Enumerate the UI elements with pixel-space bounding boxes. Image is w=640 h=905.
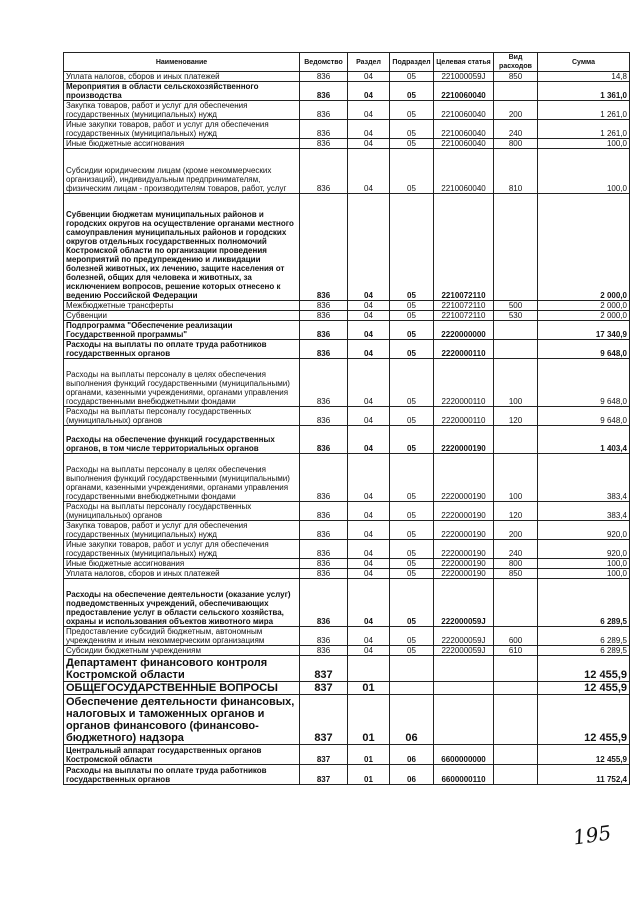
cell-vedomstvo: 836 <box>300 194 348 301</box>
cell-podrazdel: 05 <box>390 72 434 82</box>
cell-razdel: 01 <box>348 745 390 765</box>
header-sum: Сумма <box>538 53 630 72</box>
cell-vedomstvo: 836 <box>300 72 348 82</box>
cell-name: Расходы на выплаты персоналу в целях обеспечения выполнения функций государственными (муниципальными) органами, казенными учреждениями, органами управления государственными внебюджетными фондами <box>64 454 300 502</box>
cell-name: Иные закупки товаров, работ и услуг для обеспечения государственных (муниципальных) нужд <box>64 120 300 139</box>
cell-name: Расходы на выплаты персоналу в целях обеспечения выполнения функций государственными (муниципальными) органами, казенными учреждениями, органами управления государственными внебюджетными фондами <box>64 359 300 407</box>
cell-name: Подпрограмма "Обеспечение реализации Государственной программы" <box>64 321 300 340</box>
cell-expense-type <box>494 321 538 340</box>
cell-expense-type <box>494 682 538 695</box>
table-row <box>64 540 630 559</box>
cell-vedomstvo: 837 <box>300 682 348 695</box>
cell-podrazdel: 05 <box>390 646 434 656</box>
cell-vedomstvo: 837 <box>300 745 348 765</box>
cell-target-article <box>434 656 494 682</box>
cell-razdel: 01 <box>348 682 390 695</box>
cell-name: Субвенции бюджетам муниципальных районов и городских округов на осуществление органами местного самоуправления муниципальных районов и городских округов отдельных государственных полномочий Костромской области по организации проведения мероприятий по предупреждению и ликвидации болезней животных, их лечению, защите населения от болезней, общих для человека и животных, за исключением вопросов, решение которых отнесено к ведению Российской Федерации <box>64 194 300 301</box>
cell-sum: 1 261,0 <box>538 120 630 139</box>
cell-target-article: 2210060040 <box>434 139 494 149</box>
cell-podrazdel: 05 <box>390 426 434 454</box>
cell-target-article: 2210072110 <box>434 301 494 311</box>
cell-name: Уплата налогов, сборов и иных платежей <box>64 569 300 579</box>
cell-razdel: 04 <box>348 311 390 321</box>
cell-podrazdel: 05 <box>390 359 434 407</box>
cell-name: ОБЩЕГОСУДАРСТВЕННЫЕ ВОПРОСЫ <box>64 682 300 695</box>
cell-name: Мероприятия в области сельскохозяйственного производства <box>64 82 300 101</box>
table-row <box>64 149 630 194</box>
cell-vedomstvo: 836 <box>300 407 348 426</box>
cell-sum: 6 289,5 <box>538 627 630 646</box>
cell-podrazdel: 05 <box>390 301 434 311</box>
cell-podrazdel: 05 <box>390 627 434 646</box>
cell-vedomstvo: 837 <box>300 656 348 682</box>
cell-expense-type <box>494 426 538 454</box>
cell-expense-type: 530 <box>494 311 538 321</box>
cell-name: Предоставление субсидий бюджетным, автономным учреждениям и иным некоммерческим организациям <box>64 627 300 646</box>
cell-name: Центральный аппарат государственных органов Костромской области <box>64 745 300 765</box>
cell-target-article: 2210060040 <box>434 149 494 194</box>
cell-razdel: 04 <box>348 454 390 502</box>
cell-podrazdel: 05 <box>390 540 434 559</box>
cell-vedomstvo: 836 <box>300 540 348 559</box>
cell-podrazdel: 05 <box>390 407 434 426</box>
cell-expense-type: 500 <box>494 301 538 311</box>
table-row <box>64 745 630 765</box>
cell-razdel: 04 <box>348 72 390 82</box>
cell-expense-type: 120 <box>494 502 538 521</box>
cell-razdel: 04 <box>348 646 390 656</box>
cell-podrazdel: 05 <box>390 194 434 301</box>
cell-sum: 100,0 <box>538 569 630 579</box>
page-number: 195 <box>571 820 613 850</box>
cell-target-article: 2210060040 <box>434 82 494 101</box>
cell-sum: 1 261,0 <box>538 101 630 120</box>
cell-sum: 100,0 <box>538 139 630 149</box>
cell-expense-type: 120 <box>494 407 538 426</box>
cell-vedomstvo: 836 <box>300 149 348 194</box>
cell-vedomstvo: 836 <box>300 321 348 340</box>
budget-table <box>63 52 630 785</box>
cell-razdel: 04 <box>348 82 390 101</box>
table-row <box>64 426 630 454</box>
cell-vedomstvo: 836 <box>300 101 348 120</box>
cell-vedomstvo: 836 <box>300 579 348 627</box>
cell-expense-type: 850 <box>494 72 538 82</box>
cell-razdel: 04 <box>348 149 390 194</box>
cell-vedomstvo: 837 <box>300 765 348 785</box>
cell-target-article: 2220000190 <box>434 454 494 502</box>
cell-sum: 100,0 <box>538 149 630 194</box>
cell-name: Обеспечение деятельности финансовых, налоговых и таможенных органов и органов финансового (финансово-бюджетного) надзора <box>64 695 300 745</box>
cell-name: Субвенции <box>64 311 300 321</box>
cell-podrazdel: 05 <box>390 311 434 321</box>
cell-podrazdel: 05 <box>390 579 434 627</box>
cell-podrazdel: 05 <box>390 321 434 340</box>
cell-target-article: 2220000190 <box>434 521 494 540</box>
header-target-article: Целевая статья <box>434 53 494 72</box>
cell-vedomstvo: 837 <box>300 695 348 745</box>
cell-target-article: 2220000110 <box>434 407 494 426</box>
cell-podrazdel: 05 <box>390 521 434 540</box>
cell-target-article: 2210072110 <box>434 311 494 321</box>
cell-sum: 2 000,0 <box>538 194 630 301</box>
cell-vedomstvo: 836 <box>300 359 348 407</box>
cell-name: Субсидии юридическим лицам (кроме некоммерческих организаций), индивидуальным предпринимателям, физическим лицам - производителям товаров, работ, услуг <box>64 149 300 194</box>
cell-vedomstvo: 836 <box>300 559 348 569</box>
cell-name: Иные бюджетные ассигнования <box>64 139 300 149</box>
cell-target-article: 2220000190 <box>434 540 494 559</box>
cell-sum: 6 289,5 <box>538 579 630 627</box>
cell-target-article: 6600000110 <box>434 765 494 785</box>
cell-expense-type: 600 <box>494 627 538 646</box>
cell-sum: 2 000,0 <box>538 311 630 321</box>
header-razdel: Раздел <box>348 53 390 72</box>
cell-podrazdel: 05 <box>390 139 434 149</box>
cell-expense-type <box>494 656 538 682</box>
cell-sum: 383,4 <box>538 502 630 521</box>
cell-razdel: 04 <box>348 301 390 311</box>
cell-razdel: 04 <box>348 139 390 149</box>
cell-name: Расходы на выплаты по оплате труда работников государственных органов <box>64 340 300 359</box>
cell-name: Расходы на выплаты персоналу государственных (муниципальных) органов <box>64 407 300 426</box>
cell-podrazdel: 05 <box>390 101 434 120</box>
cell-sum: 14,8 <box>538 72 630 82</box>
cell-expense-type <box>494 579 538 627</box>
cell-podrazdel: 06 <box>390 745 434 765</box>
table-row <box>64 646 630 656</box>
cell-target-article: 221000059J <box>434 72 494 82</box>
cell-podrazdel <box>390 682 434 695</box>
table-row <box>64 627 630 646</box>
cell-vedomstvo: 836 <box>300 454 348 502</box>
cell-razdel: 04 <box>348 101 390 120</box>
cell-razdel: 04 <box>348 340 390 359</box>
cell-sum: 6 289,5 <box>538 646 630 656</box>
cell-name: Расходы на обеспечение функций государственных органов, в том числе территориальных органов <box>64 426 300 454</box>
cell-target-article: 2220000110 <box>434 359 494 407</box>
cell-name: Закупка товаров, работ и услуг для обеспечения государственных (муниципальных) нужд <box>64 521 300 540</box>
cell-expense-type: 800 <box>494 559 538 569</box>
cell-razdel: 04 <box>348 502 390 521</box>
cell-expense-type: 850 <box>494 569 538 579</box>
cell-target-article: 2220000110 <box>434 340 494 359</box>
table-row <box>64 695 630 745</box>
cell-sum: 9 648,0 <box>538 359 630 407</box>
cell-target-article: 2210060040 <box>434 120 494 139</box>
cell-podrazdel: 05 <box>390 502 434 521</box>
header-expense-type: Вид расходов <box>494 53 538 72</box>
cell-expense-type <box>494 194 538 301</box>
cell-sum: 17 340,9 <box>538 321 630 340</box>
table-row <box>64 101 630 120</box>
cell-name: Иные закупки товаров, работ и услуг для обеспечения государственных (муниципальных) нужд <box>64 540 300 559</box>
cell-razdel: 04 <box>348 569 390 579</box>
cell-sum: 9 648,0 <box>538 340 630 359</box>
cell-name: Расходы на обеспечение деятельности (оказание услуг) подведомственных учреждений, обеспечивающих предоставление услуг в области сельского хозяйства, охраны и использования объектов животного мира <box>64 579 300 627</box>
cell-target-article: 222000059J <box>434 579 494 627</box>
table-row <box>64 407 630 426</box>
cell-razdel: 04 <box>348 194 390 301</box>
cell-podrazdel: 06 <box>390 765 434 785</box>
cell-expense-type <box>494 82 538 101</box>
cell-name: Департамент финансового контроля Костромской области <box>64 656 300 682</box>
cell-podrazdel: 05 <box>390 149 434 194</box>
cell-sum: 9 648,0 <box>538 407 630 426</box>
table-row <box>64 120 630 139</box>
cell-sum: 2 000,0 <box>538 301 630 311</box>
cell-target-article: 2220000190 <box>434 426 494 454</box>
cell-sum: 920,0 <box>538 540 630 559</box>
cell-podrazdel: 05 <box>390 559 434 569</box>
cell-name: Межбюджетные трансферты <box>64 301 300 311</box>
table-row <box>64 72 630 82</box>
cell-razdel: 04 <box>348 521 390 540</box>
cell-vedomstvo: 836 <box>300 139 348 149</box>
table-row <box>64 656 630 682</box>
table-row <box>64 82 630 101</box>
table-row <box>64 559 630 569</box>
cell-name: Расходы на выплаты персоналу государственных (муниципальных) органов <box>64 502 300 521</box>
table-row <box>64 569 630 579</box>
cell-expense-type <box>494 695 538 745</box>
cell-sum: 11 752,4 <box>538 765 630 785</box>
cell-vedomstvo: 836 <box>300 301 348 311</box>
cell-vedomstvo: 836 <box>300 521 348 540</box>
header-name: Наименование <box>64 53 300 72</box>
cell-sum: 12 455,9 <box>538 682 630 695</box>
cell-sum: 1 361,0 <box>538 82 630 101</box>
cell-expense-type: 610 <box>494 646 538 656</box>
table-row <box>64 340 630 359</box>
cell-razdel: 04 <box>348 627 390 646</box>
table-row <box>64 521 630 540</box>
cell-razdel: 04 <box>348 407 390 426</box>
cell-vedomstvo: 836 <box>300 311 348 321</box>
cell-target-article: 2210060040 <box>434 101 494 120</box>
cell-target-article: 6600000000 <box>434 745 494 765</box>
cell-target-article: 222000059J <box>434 646 494 656</box>
header-podrazdel: Подраздел <box>390 53 434 72</box>
cell-sum: 383,4 <box>538 454 630 502</box>
table-row <box>64 765 630 785</box>
cell-target-article: 2220000190 <box>434 559 494 569</box>
table-row <box>64 502 630 521</box>
cell-expense-type <box>494 745 538 765</box>
cell-razdel: 04 <box>348 559 390 569</box>
cell-expense-type: 240 <box>494 540 538 559</box>
cell-target-article: 2210072110 <box>434 194 494 301</box>
cell-razdel: 04 <box>348 426 390 454</box>
table-row <box>64 194 630 301</box>
table-row <box>64 301 630 311</box>
cell-expense-type: 810 <box>494 149 538 194</box>
cell-sum: 920,0 <box>538 521 630 540</box>
cell-expense-type: 100 <box>494 359 538 407</box>
cell-target-article: 2220000190 <box>434 569 494 579</box>
cell-vedomstvo: 836 <box>300 646 348 656</box>
cell-razdel: 04 <box>348 540 390 559</box>
cell-podrazdel <box>390 656 434 682</box>
cell-vedomstvo: 836 <box>300 569 348 579</box>
cell-vedomstvo: 836 <box>300 627 348 646</box>
cell-vedomstvo: 836 <box>300 120 348 139</box>
cell-sum: 100,0 <box>538 559 630 569</box>
table-row <box>64 454 630 502</box>
table-row <box>64 682 630 695</box>
cell-expense-type: 800 <box>494 139 538 149</box>
cell-vedomstvo: 836 <box>300 340 348 359</box>
cell-name: Расходы на выплаты по оплате труда работников государственных органов <box>64 765 300 785</box>
cell-target-article: 222000059J <box>434 627 494 646</box>
cell-razdel: 01 <box>348 765 390 785</box>
cell-sum: 12 455,9 <box>538 745 630 765</box>
cell-expense-type: 200 <box>494 521 538 540</box>
cell-podrazdel: 05 <box>390 454 434 502</box>
cell-expense-type: 100 <box>494 454 538 502</box>
cell-name: Уплата налогов, сборов и иных платежей <box>64 72 300 82</box>
cell-sum: 12 455,9 <box>538 695 630 745</box>
cell-razdel: 04 <box>348 359 390 407</box>
table-row <box>64 311 630 321</box>
cell-podrazdel: 05 <box>390 82 434 101</box>
cell-expense-type <box>494 340 538 359</box>
header-vedomstvo: Ведомство <box>300 53 348 72</box>
cell-vedomstvo: 836 <box>300 502 348 521</box>
table-body <box>64 72 630 785</box>
cell-razdel: 04 <box>348 321 390 340</box>
table-row <box>64 579 630 627</box>
cell-podrazdel: 06 <box>390 695 434 745</box>
cell-vedomstvo: 836 <box>300 426 348 454</box>
cell-target-article: 2220000190 <box>434 502 494 521</box>
table-header-row <box>64 53 630 72</box>
cell-name: Закупка товаров, работ и услуг для обеспечения государственных (муниципальных) нужд <box>64 101 300 120</box>
cell-expense-type <box>494 765 538 785</box>
cell-sum: 12 455,9 <box>538 656 630 682</box>
cell-razdel: 01 <box>348 695 390 745</box>
cell-target-article <box>434 695 494 745</box>
table-row <box>64 139 630 149</box>
cell-target-article <box>434 682 494 695</box>
cell-razdel <box>348 656 390 682</box>
cell-podrazdel: 05 <box>390 569 434 579</box>
cell-expense-type: 240 <box>494 120 538 139</box>
cell-razdel: 04 <box>348 120 390 139</box>
table-row <box>64 359 630 407</box>
table-row <box>64 321 630 340</box>
cell-name: Субсидии бюджетным учреждениям <box>64 646 300 656</box>
cell-name: Иные бюджетные ассигнования <box>64 559 300 569</box>
cell-vedomstvo: 836 <box>300 82 348 101</box>
cell-podrazdel: 05 <box>390 120 434 139</box>
cell-target-article: 2220000000 <box>434 321 494 340</box>
cell-sum: 1 403,4 <box>538 426 630 454</box>
cell-podrazdel: 05 <box>390 340 434 359</box>
cell-expense-type: 200 <box>494 101 538 120</box>
cell-razdel: 04 <box>348 579 390 627</box>
